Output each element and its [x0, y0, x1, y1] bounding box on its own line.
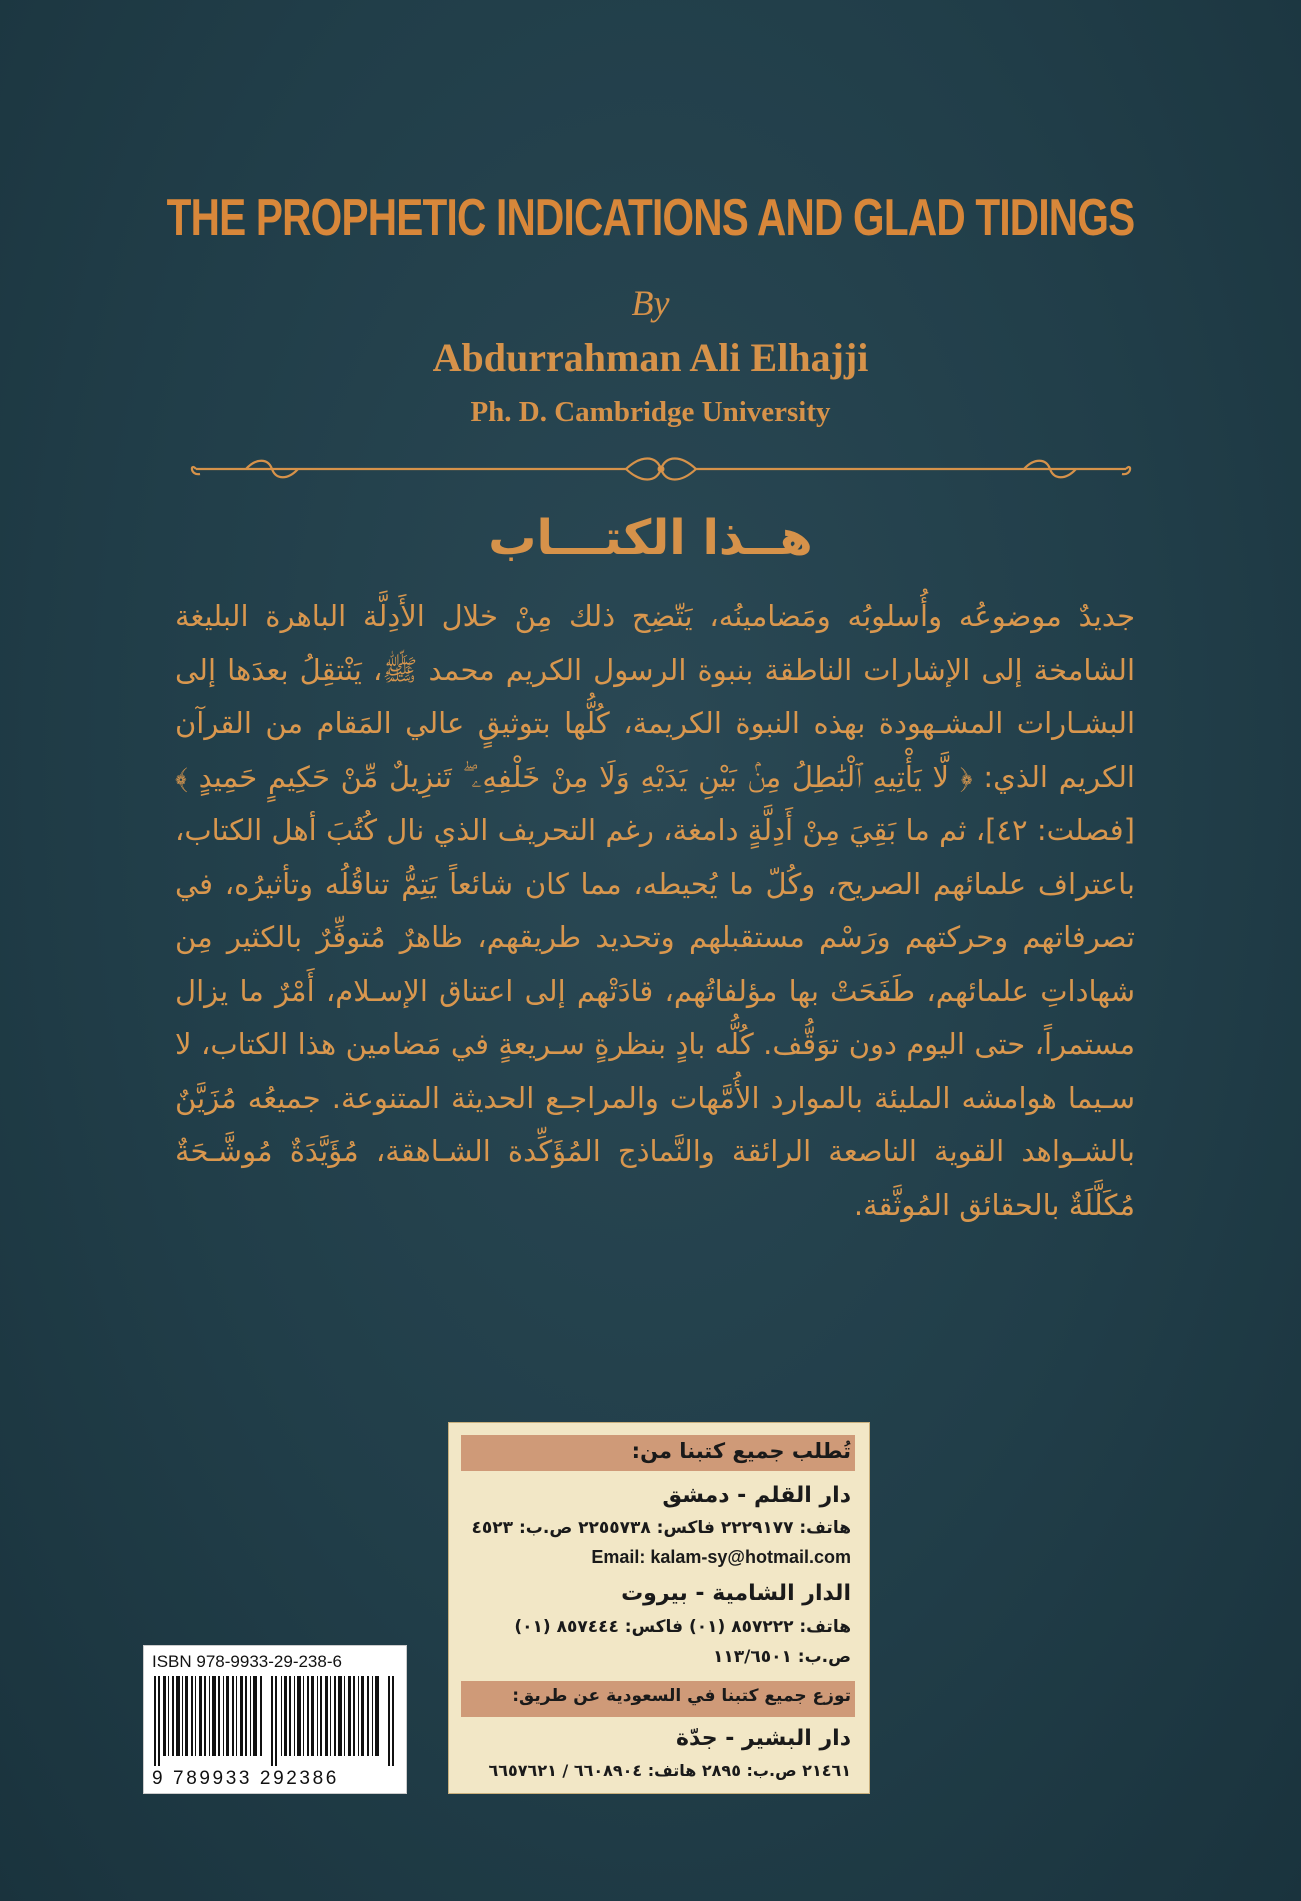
isbn-digits: 9 789933 292386 [152, 1768, 339, 1789]
order-header: تُطلب جميع كتبنا من: [631, 1439, 851, 1463]
isbn-barcode-label [143, 1645, 407, 1794]
author-name: Abdurrahman Ali Elhajji [432, 335, 869, 380]
publisher2-name: الدار الشامية - بيروت [621, 1581, 851, 1606]
book-title: THE PROPHETIC INDICATIONS AND GLAD TIDINGS [166, 189, 1135, 247]
distributor-phone: ٢١٤٦١ ص.ب: ٢٨٩٥ هاتف: ٦٦٠٨٩٠٤ / ٦٦٥٧٦٢١ [488, 1761, 851, 1780]
book-description: جديدٌ موضوعُه وأُسلوبُه ومَضامينُه، يَتّضِح ذلك مِنْ خلال الأَدِلَّة الباهرة البليغة الشامخة إلى الإشارات الناطقة بنبوة الرسول الكريم محمد ﷺ، يَنْتقِلُ بعدَها إلى البشـارات المشـهودة بهذه النبوة الكريمة، كُلُّها بتوثيقٍ عالي المَقام من القرآن الكريم الذي: ﴿ لَّا يَأْتِيهِ ٱلْبَٰطِلُ مِنۢ بَيْنِ يَدَيْهِ وَلَا مِنْ خَلْفِهِۦ ۖ تَنزِيلٌ مِّنْ حَكِيمٍ حَمِيدٍ ﴾ [فصلت: ٤٢]، ثم ما بَقِيَ مِنْ أَدِلَّةٍ دامغة، رغم التحريف الذي نال كُتُبَ أهل الكتاب، باعتراف علمائهم الصريح، وكُلّ ما يُحيطه، مما كان شائعاً يَتِمُّ تناقُلُه وتأثيرُه، في تصرفاتهم وحركتهم ورَسْم مستقبلهم وتحديد طريقهم، ظاهرٌ مُتوفِّرٌ بالكثير مِن شهاداتِ علمائهم، طَفَحَتْ بها مؤلفاتُهم، قادَتْهم إلى اعتناق الإسـلام، أَمْرٌ ما يزال مستمراً، حتى اليوم دون توَقُّف. كُلُّه بادٍ بنظرةٍ سـريعةٍ في مَضامين هذا الكتاب، لا سـيما هوامشه المليئة بالموارد الأُمَّهات والمراجـع الحديثة المتنوعة. جميعُه مُزَيَّنٌ بالشـواهد القوية الناصعة الرائقة والنَّماذج المُؤَكِّدة الشـاهقة، مُؤَيَّدَةٌ مُوشَّـحَةٌ مُكَلَّلَةٌ بالحقائق المُوثَّقة. [175, 599, 1135, 1222]
author-affiliation: Ph. D. Cambridge University [470, 396, 831, 428]
publisher1-name: دار القلم - دمشق [662, 1483, 851, 1508]
ornamental-divider-icon [186, 452, 1136, 486]
publisher1-phone: هاتف: ٢٢٢٩١٧٧ فاكس: ٢٢٥٥٧٣٨ ص.ب: ٤٥٢٣ [471, 1518, 851, 1538]
barcode-icon [154, 1676, 398, 1766]
order-info-box [448, 1422, 870, 1794]
publisher1-email: Email: kalam-sy@hotmail.com [591, 1547, 851, 1567]
saudi-header: توزع جميع كتبنا في السعودية عن طريق: [512, 1686, 851, 1706]
publisher2-pobox: ص.ب: ١١٣/٦٥٠١ [713, 1647, 851, 1667]
publisher2-phone: هاتف: ٨٥٧٢٢٢ (٠١) فاكس: ٨٥٧٤٤٤ (٠١) [514, 1617, 851, 1637]
distributor-name: دار البشير - جدّة [676, 1726, 851, 1751]
by-label: By [631, 283, 670, 323]
isbn-number: ISBN 978-9933-29-238-6 [152, 1652, 342, 1671]
section-heading: هــذا الكتـــاب [488, 510, 813, 566]
